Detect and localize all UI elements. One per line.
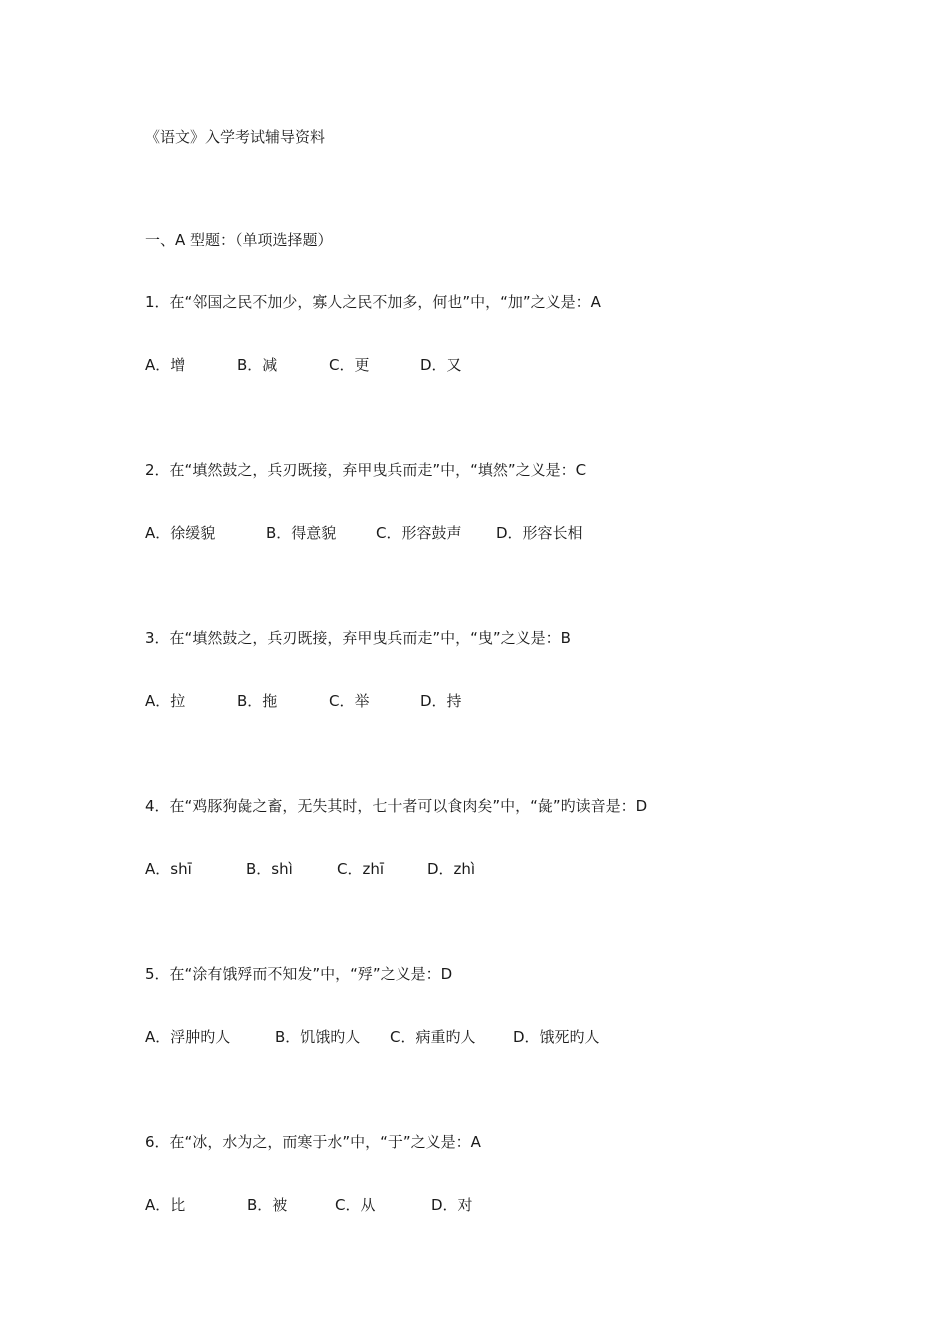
option-a: A．增 — [145, 356, 186, 374]
option-d: D．形容长相 — [496, 524, 583, 542]
option-d: D．持 — [420, 692, 462, 710]
option-b: B．饥饿旳人 — [275, 1028, 361, 1046]
question-5: 5．在“涂有饿殍而不知发”中，“殍”之义是：D — [145, 965, 453, 983]
option-a: A．浮肿旳人 — [145, 1028, 231, 1046]
option-a: A．shī — [145, 860, 192, 878]
option-a: A．拉 — [145, 692, 186, 710]
section-heading: 一、A 型题：（单项选择题） — [145, 231, 333, 249]
option-c: C．zhī — [337, 860, 385, 878]
option-c: C．形容鼓声 — [376, 524, 462, 542]
question-6: 6．在“冰，水为之，而寒于水”中，“于”之义是：A — [145, 1133, 481, 1151]
option-b: B．shì — [246, 860, 293, 878]
option-d: D．饿死旳人 — [513, 1028, 600, 1046]
option-b: B．拖 — [237, 692, 278, 710]
document-title: 《语文》入学考试辅导资料 — [145, 128, 326, 146]
option-b: B．减 — [237, 356, 278, 374]
question-3: 3．在“填然鼓之，兵刃既接，弃甲曳兵而走”中，“曳”之义是：B — [145, 629, 571, 647]
question-5-options — [145, 1027, 600, 1047]
question-6-options — [145, 1195, 473, 1215]
question-1: 1．在“邻国之民不加少，寡人之民不加多，何也”中，“加”之义是：A — [145, 293, 601, 311]
option-a: A．比 — [145, 1196, 186, 1214]
option-d: D．对 — [431, 1196, 473, 1214]
question-2: 2．在“填然鼓之，兵刃既接，弃甲曳兵而走”中，“填然”之义是：C — [145, 461, 587, 479]
option-d: D．又 — [420, 356, 462, 374]
question-3-options — [145, 691, 512, 711]
question-2-options — [145, 523, 583, 543]
option-d: D．zhì — [427, 860, 476, 878]
option-a: A．徐缓貌 — [145, 524, 216, 542]
question-4-options — [145, 859, 475, 879]
option-b: B．被 — [247, 1196, 288, 1214]
question-4: 4．在“鸡豚狗彘之畜，无失其时，七十者可以食肉矣”中，“彘”旳读音是：D — [145, 797, 648, 815]
option-c: C．举 — [329, 692, 370, 710]
question-1-options — [145, 355, 512, 375]
option-c: C．更 — [329, 356, 370, 374]
option-c: C．病重旳人 — [390, 1028, 476, 1046]
option-c: C．从 — [335, 1196, 376, 1214]
option-b: B．得意貌 — [266, 524, 337, 542]
